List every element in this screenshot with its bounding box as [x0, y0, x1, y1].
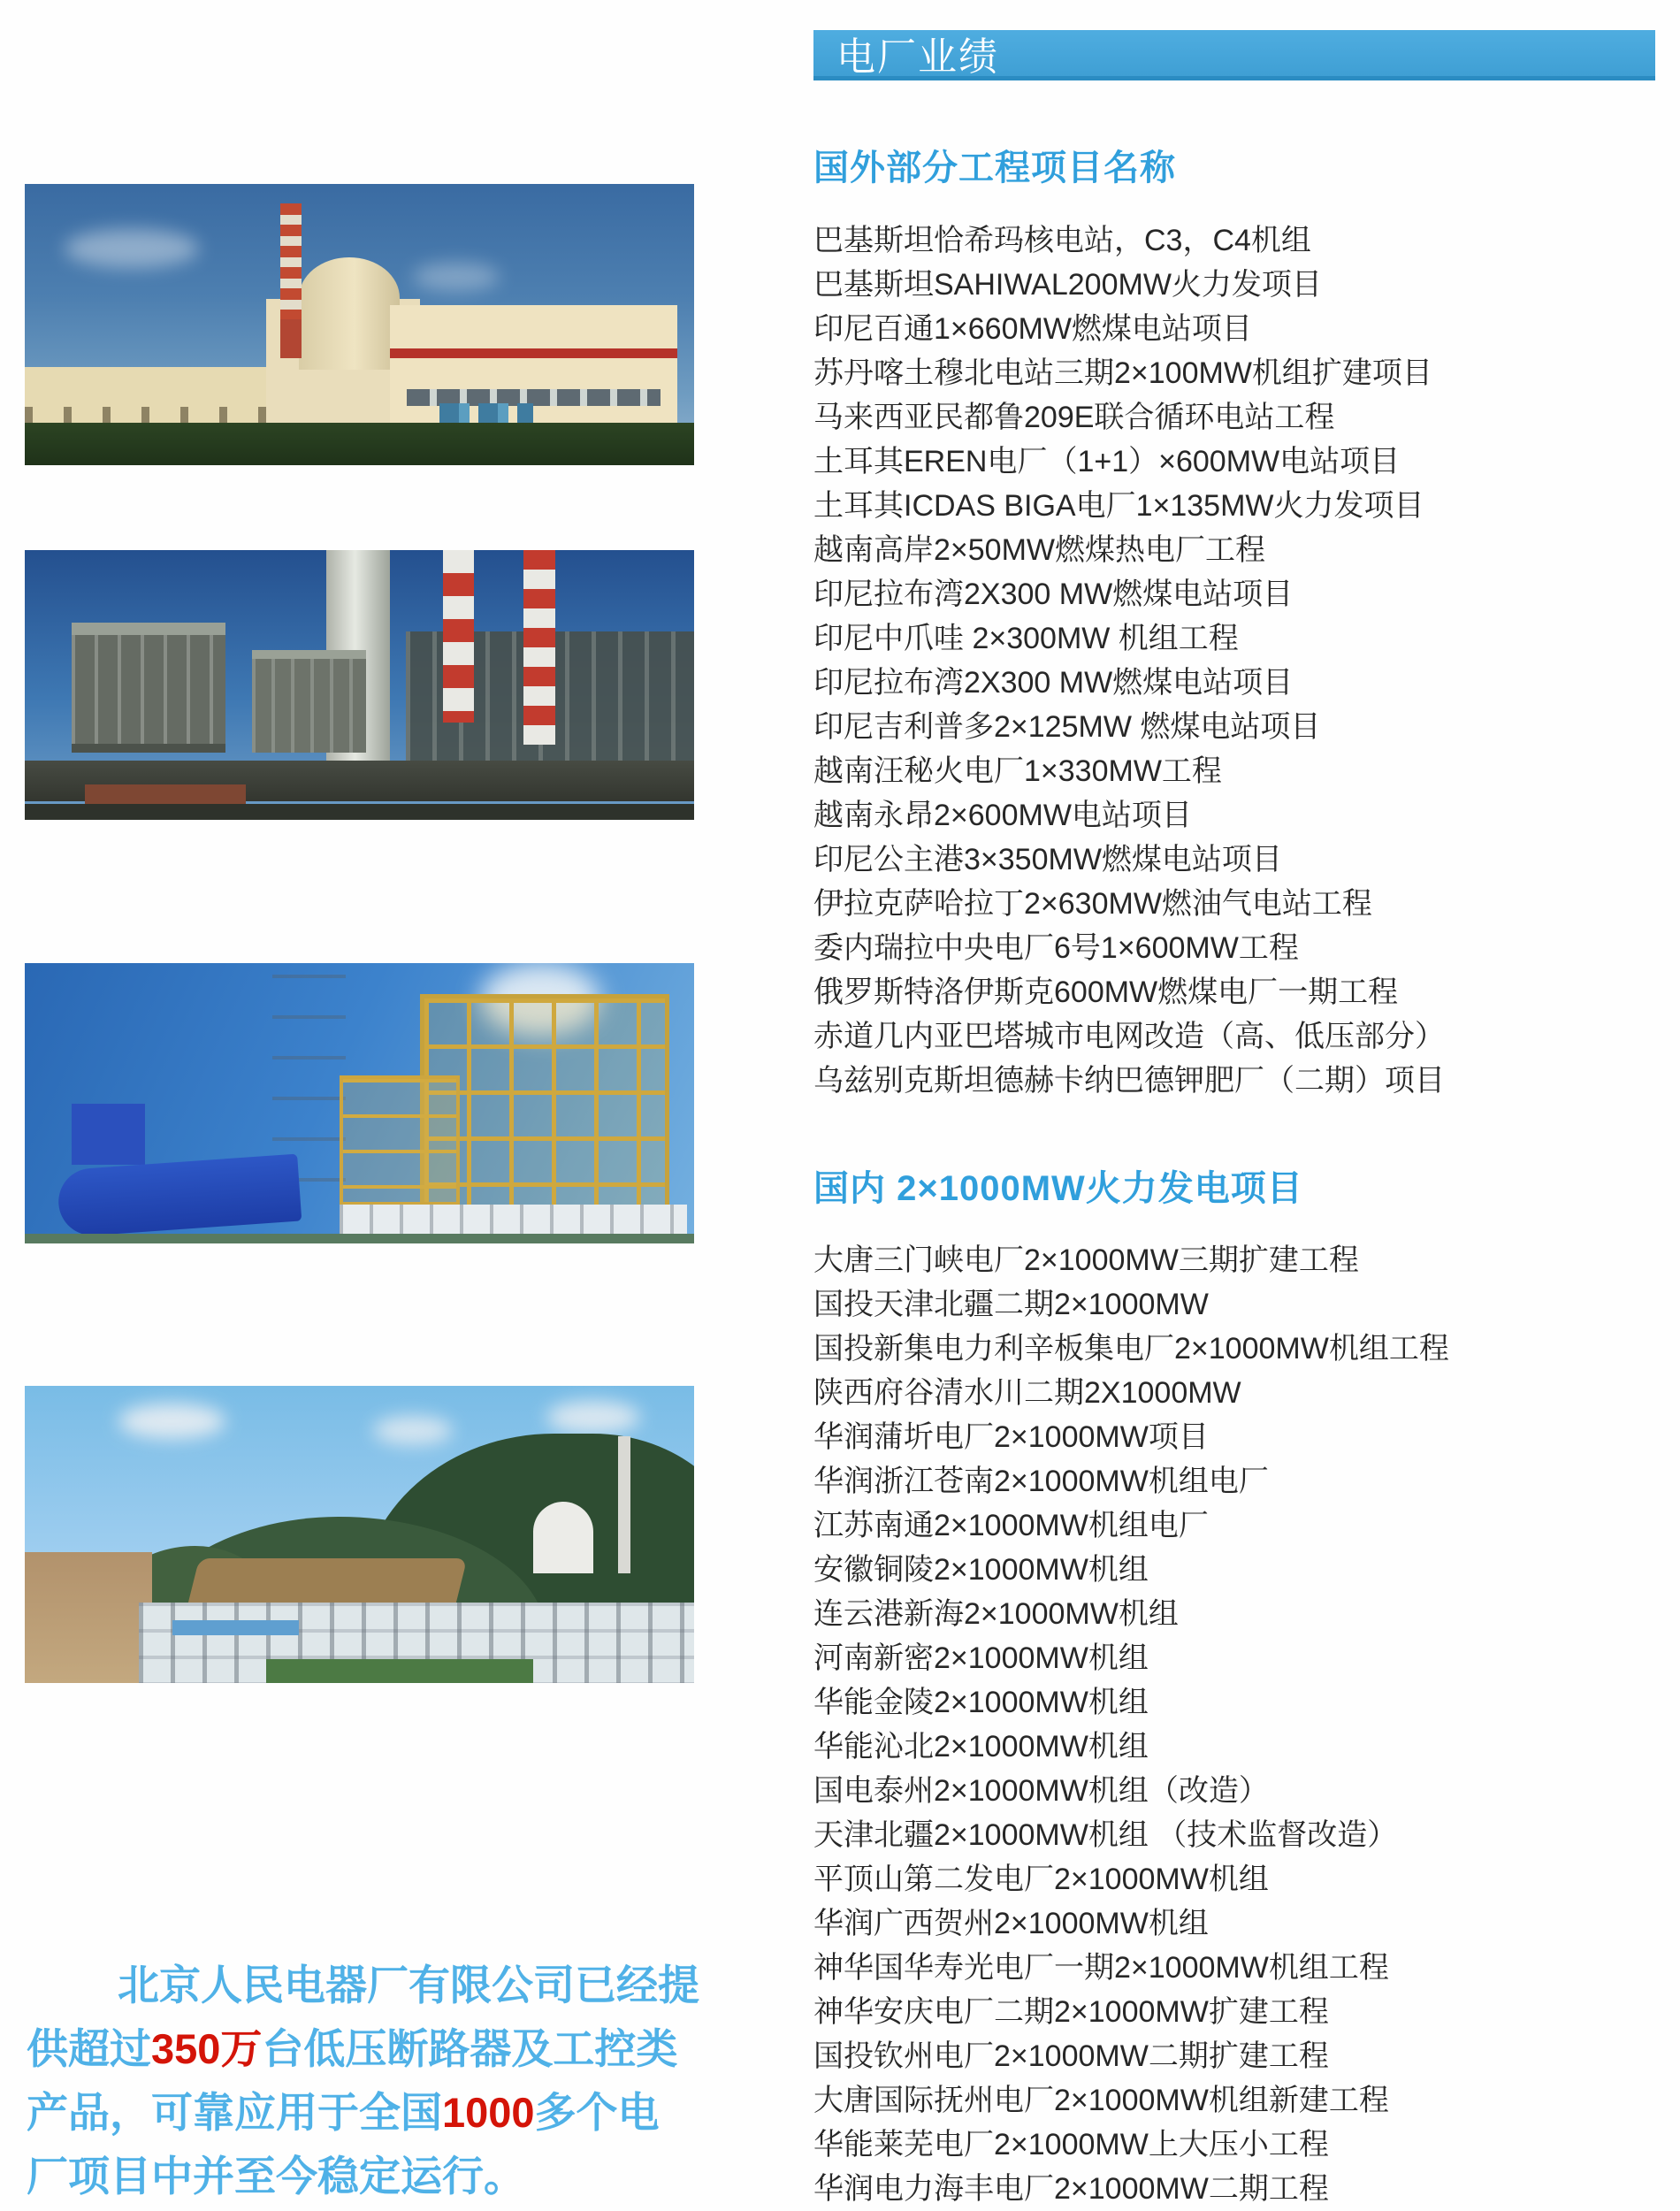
photo-blue-structure: [72, 1104, 145, 1166]
project-item: 天津北疆2×1000MW机组 （技术监督改造）: [813, 1818, 1398, 1852]
project-item: 大唐三门峡电厂2×1000MW三期扩建工程: [813, 1243, 1359, 1277]
paragraph-line: [27, 2145, 734, 2208]
project-item: 华润浙江苍南2×1000MW机组电厂: [813, 1465, 1269, 1498]
project-item: 陕西府谷清水川二期2X1000MW: [813, 1376, 1241, 1410]
project-item: 乌兹别克斯坦德赫卡纳巴德钾肥厂（二期）项目: [813, 1064, 1445, 1098]
paragraph-line: [27, 2017, 734, 2081]
paragraph-text: 产品，可靠应用于全国: [27, 2089, 442, 2136]
photo-striped-chimney: [523, 550, 555, 745]
photo-blue-roof: [172, 1620, 300, 1635]
foreign-projects-list: [813, 218, 1680, 1103]
project-item: 委内瑞拉中央电厂6号1×600MW工程: [813, 931, 1299, 965]
power-plant-construction-photo: [25, 963, 694, 1243]
project-item: 土耳其EREN电厂（1+1）×600MW电站项目: [813, 445, 1401, 478]
paragraph-text: 北京人民电器厂有限公司已经提: [118, 1962, 699, 2008]
project-item: 越南高岸2×50MW燃煤热电厂工程: [813, 533, 1265, 567]
project-item: 俄罗斯特洛伊斯克600MW燃煤电厂一期工程: [813, 975, 1399, 1009]
project-item: 华润广西贺州2×1000MW机组: [813, 1907, 1209, 1940]
photo-gold-lattice-tower: [340, 1075, 461, 1205]
coastal-nuclear-plant-photo: [25, 1386, 694, 1683]
project-item: 平顶山第二发电厂2×1000MW机组: [813, 1863, 1269, 1896]
coal-power-plant-chimneys-photo: [25, 550, 694, 820]
project-item: 越南永昂2×600MW电站项目: [813, 799, 1192, 832]
photo-ground: [25, 804, 694, 820]
paragraph-text: 供超过: [27, 2025, 151, 2072]
photo-red-stripe: [390, 348, 678, 358]
page-title: 电厂业绩: [836, 35, 999, 79]
photo-reactor-dome: [533, 1502, 593, 1573]
photo-precipitator-tower: [252, 650, 366, 753]
project-item: 苏丹喀土穆北电站三期2×100MW机组扩建项目: [813, 356, 1432, 390]
project-item: 国投钦州电厂2×1000MW二期扩建工程: [813, 2039, 1329, 2073]
project-item: 印尼拉布湾2X300 MW燃煤电站项目: [813, 666, 1294, 700]
photo-cloud: [413, 263, 500, 291]
photo-precipitator-tower: [72, 623, 225, 752]
project-item: 华能莱芜电厂2×1000MW上大压小工程: [813, 2128, 1329, 2161]
company-summary-paragraph: [27, 1954, 734, 2208]
nuclear-power-plant-photo: [25, 184, 694, 465]
project-item: 国投新集电力利辛板集电厂2×1000MW机组工程: [813, 1332, 1449, 1366]
project-item: 巴基斯坦SAHIWAL200MW火力发项目: [813, 268, 1322, 302]
project-item: 河南新密2×1000MW机组: [813, 1641, 1149, 1675]
project-item: 华能金陵2×1000MW机组: [813, 1686, 1149, 1719]
project-item: 安徽铜陵2×1000MW机组: [813, 1553, 1149, 1587]
project-item: 巴基斯坦恰希玛核电站，C3，C4机组: [813, 224, 1311, 257]
paragraph-text: 台低压断路器及工控类: [262, 2025, 678, 2072]
project-item: 华能沁北2×1000MW机组: [813, 1730, 1149, 1763]
project-item: 印尼公主港3×350MW燃煤电站项目: [813, 843, 1282, 876]
project-item: 印尼中爪哇 2×300MW 机组工程: [813, 622, 1239, 655]
project-item: 神华安庆电厂二期2×1000MW扩建工程: [813, 1995, 1329, 2029]
project-item: 神华国华寿光电厂一期2×1000MW机组工程: [813, 1951, 1389, 1985]
project-item: 马来西亚民都鲁209E联合循环电站工程: [813, 401, 1335, 434]
photo-ground: [25, 1234, 694, 1243]
highlight-number: 1000: [442, 2089, 535, 2136]
domestic-projects-heading: 国内 2×1000MW火力发电项目: [813, 1169, 1303, 1208]
photo-trees: [25, 423, 694, 465]
paragraph-line: [27, 1954, 734, 2017]
domestic-projects-list: [813, 1238, 1680, 2211]
photo-reactor-dome: [299, 257, 400, 370]
project-item: 国投天津北疆二期2×1000MW: [813, 1288, 1209, 1321]
project-item: 华润电力海丰电厂2×1000MW二期工程: [813, 2172, 1329, 2206]
paragraph-line: [27, 2081, 734, 2145]
project-item: 大唐国际抚州电厂2×1000MW机组新建工程: [813, 2084, 1389, 2117]
project-item: 印尼吉利普多2×125MW 燃煤电站项目: [813, 710, 1321, 744]
page-title-banner: [813, 30, 1655, 80]
photo-cloud: [65, 229, 198, 269]
photo-striped-chimney: [443, 550, 474, 723]
photo-cloud: [546, 1401, 640, 1434]
photo-chimney: [618, 1436, 630, 1573]
project-item: 印尼百通1×660MW燃煤电站项目: [813, 312, 1252, 346]
photo-cloud: [373, 1416, 454, 1446]
project-item: 赤道几内亚巴塔城市电网改造（高、低压部分）: [813, 1020, 1445, 1053]
project-item: 印尼拉布湾2X300 MW燃煤电站项目: [813, 578, 1294, 611]
project-item: 伊拉克萨哈拉丁2×630MW燃油气电站工程: [813, 887, 1372, 921]
project-item: 连云港新海2×1000MW机组: [813, 1597, 1179, 1631]
photo-chimney: [280, 316, 302, 358]
highlight-number: 350万: [151, 2025, 263, 2072]
foreign-projects-heading: 国外部分工程项目名称: [813, 149, 1176, 187]
paragraph-text: 多个电: [534, 2089, 660, 2136]
photo-lawn: [266, 1659, 534, 1683]
photo-striped-chimney: [280, 203, 302, 318]
photo-mudflat: [25, 1552, 152, 1683]
project-item: 华润蒲圻电厂2×1000MW项目: [813, 1420, 1209, 1454]
project-item: 土耳其ICDAS BIGA电厂1×135MW火力发项目: [813, 489, 1424, 523]
project-item: 江苏南通2×1000MW机组电厂: [813, 1509, 1209, 1542]
paragraph-text: 厂项目中并至今稳定运行。: [27, 2153, 525, 2200]
project-item: 国电泰州2×1000MW机组（改造）: [813, 1774, 1269, 1808]
project-item: 越南汪秘火电厂1×330MW工程: [813, 754, 1222, 788]
